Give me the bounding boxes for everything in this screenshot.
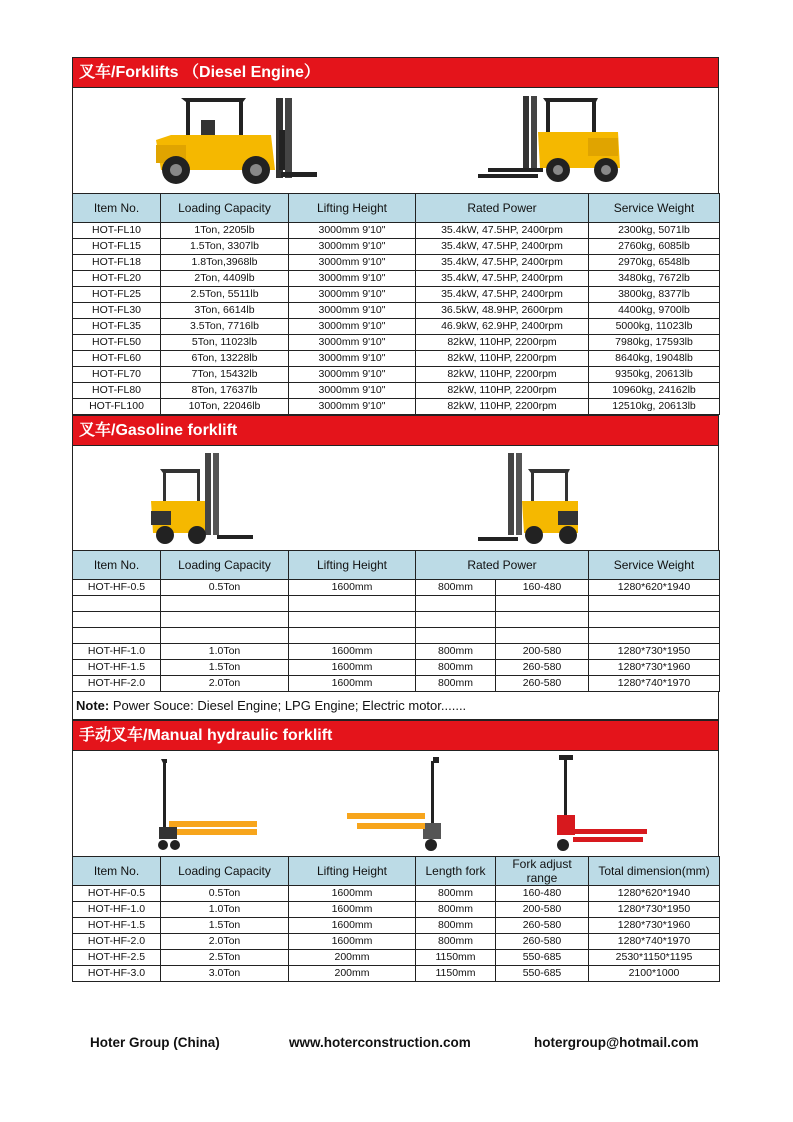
table-cell: 35.4kW, 47.5HP, 2400rpm — [416, 271, 589, 287]
table-cell: 12510kg, 20613lb — [589, 399, 720, 415]
manual-table-body — [73, 886, 720, 982]
table-cell — [73, 596, 161, 612]
diesel-photo-strip — [72, 87, 719, 193]
col-header-loading-capacity: Loading Capacity — [161, 857, 289, 886]
table-cell: 8Ton, 17637lb — [161, 383, 289, 399]
table-cell: 2100*1000 — [589, 966, 720, 982]
col-header-item-no: Item No. — [73, 194, 161, 223]
table-cell: 3.5Ton, 7716lb — [161, 319, 289, 335]
manual-pallet-truck-image-1 — [155, 753, 265, 855]
table-cell: 800mm — [416, 580, 496, 596]
manual-pallet-truck-image-2 — [343, 753, 453, 855]
table-cell: HOT-HF-2.5 — [73, 950, 161, 966]
table-cell: 2Ton, 4409lb — [161, 271, 289, 287]
table-cell — [496, 596, 589, 612]
table-row — [73, 644, 720, 660]
section-title-diesel: 叉车/Forklifts （Diesel Engine） — [72, 57, 719, 87]
table-row — [73, 399, 720, 415]
table-cell: HOT-FL80 — [73, 383, 161, 399]
table-cell: 1.5Ton — [161, 918, 289, 934]
diesel-spec-table — [72, 193, 720, 415]
table-cell: 35.4kW, 47.5HP, 2400rpm — [416, 223, 589, 239]
table-cell: 3000mm 9'10" — [289, 239, 416, 255]
table-cell: 200-580 — [496, 644, 589, 660]
table-cell — [73, 628, 161, 644]
col-header-rated-power: Rated Power — [416, 551, 589, 580]
table-cell: 1600mm — [289, 886, 416, 902]
col-header-service-weight: Service Weight — [589, 194, 720, 223]
col-header-rated-power: Rated Power — [416, 194, 589, 223]
table-cell: 550-685 — [496, 966, 589, 982]
table-cell: 1150mm — [416, 950, 496, 966]
table-cell: HOT-FL70 — [73, 367, 161, 383]
col-header-fork-adjust-range: Fork adjust range — [496, 857, 589, 886]
table-cell: 1280*740*1970 — [589, 676, 720, 692]
col-header-lifting-height: Lifting Height — [289, 551, 416, 580]
col-header-lifting-height: Lifting Height — [289, 194, 416, 223]
table-cell: 3000mm 9'10" — [289, 303, 416, 319]
table-cell: 800mm — [416, 676, 496, 692]
table-cell: HOT-FL10 — [73, 223, 161, 239]
table-cell: 160-480 — [496, 580, 589, 596]
table-cell: 1280*620*1940 — [589, 580, 720, 596]
diesel-header-row — [73, 194, 720, 223]
table-cell: 3000mm 9'10" — [289, 255, 416, 271]
table-cell: 3Ton, 6614lb — [161, 303, 289, 319]
table-cell: 5000kg, 11023lb — [589, 319, 720, 335]
table-cell: 2760kg, 6085lb — [589, 239, 720, 255]
note-label: Note: — [76, 698, 110, 713]
table-cell: 9350kg, 20613lb — [589, 367, 720, 383]
table-cell: HOT-FL15 — [73, 239, 161, 255]
table-cell: 3000mm 9'10" — [289, 399, 416, 415]
table-cell: 1600mm — [289, 580, 416, 596]
table-cell — [416, 612, 496, 628]
table-cell: HOT-FL60 — [73, 351, 161, 367]
table-cell: 5Ton, 11023lb — [161, 335, 289, 351]
table-cell — [496, 628, 589, 644]
table-cell: 0.5Ton — [161, 886, 289, 902]
table-cell: 200mm — [289, 950, 416, 966]
col-header-item-no: Item No. — [73, 857, 161, 886]
table-row — [73, 303, 720, 319]
table-cell: HOT-HF-0.5 — [73, 886, 161, 902]
table-cell — [589, 596, 720, 612]
table-cell — [73, 612, 161, 628]
table-row — [73, 580, 720, 596]
table-cell: 2.5Ton, 5511lb — [161, 287, 289, 303]
table-cell: 260-580 — [496, 934, 589, 950]
table-cell: HOT-FL100 — [73, 399, 161, 415]
table-cell: 1600mm — [289, 644, 416, 660]
table-cell: 4400kg, 9700lb — [589, 303, 720, 319]
table-row — [73, 966, 720, 982]
table-cell: 7980kg, 17593lb — [589, 335, 720, 351]
table-cell: 6Ton, 13228lb — [161, 351, 289, 367]
table-cell — [289, 612, 416, 628]
table-cell: HOT-FL35 — [73, 319, 161, 335]
footer-email[interactable]: hotergroup@hotmail.com — [534, 1035, 699, 1050]
table-row — [73, 255, 720, 271]
table-cell — [589, 628, 720, 644]
col-header-service-weight: Service Weight — [589, 551, 720, 580]
footer-website[interactable]: www.hoterconstruction.com — [289, 1035, 471, 1050]
manual-pallet-truck-image-3 — [543, 753, 653, 855]
table-cell: 1150mm — [416, 966, 496, 982]
price-sheet — [72, 57, 719, 982]
power-source-note — [72, 692, 719, 720]
table-row — [73, 367, 720, 383]
table-cell: 1280*620*1940 — [589, 886, 720, 902]
table-cell: HOT-FL30 — [73, 303, 161, 319]
table-cell: HOT-HF-2.0 — [73, 676, 161, 692]
table-row — [73, 271, 720, 287]
section-title-manual: 手动叉车/Manual hydraulic forklift — [72, 720, 719, 750]
table-cell: 3000mm 9'10" — [289, 271, 416, 287]
table-cell: 82kW, 110HP, 2200rpm — [416, 335, 589, 351]
table-cell — [161, 612, 289, 628]
table-cell — [496, 612, 589, 628]
table-cell: 800mm — [416, 644, 496, 660]
table-cell: HOT-FL20 — [73, 271, 161, 287]
table-row — [73, 886, 720, 902]
table-cell: HOT-HF-0.5 — [73, 580, 161, 596]
table-cell: 260-580 — [496, 918, 589, 934]
table-row — [73, 596, 720, 612]
table-cell: HOT-HF-1.0 — [73, 644, 161, 660]
table-cell: HOT-HF-1.5 — [73, 660, 161, 676]
gasoline-table-body — [73, 580, 720, 692]
table-cell: 1Ton, 2205lb — [161, 223, 289, 239]
gasoline-forklift-image-1 — [145, 449, 255, 547]
table-cell: 160-480 — [496, 886, 589, 902]
table-cell: 3000mm 9'10" — [289, 287, 416, 303]
table-row — [73, 383, 720, 399]
table-cell: 200-580 — [496, 902, 589, 918]
table-row — [73, 934, 720, 950]
table-cell: 260-580 — [496, 676, 589, 692]
diesel-table-body — [73, 223, 720, 415]
table-cell: 10960kg, 24162lb — [589, 383, 720, 399]
table-cell: 1.8Ton,3968lb — [161, 255, 289, 271]
table-cell: 1600mm — [289, 934, 416, 950]
table-row — [73, 351, 720, 367]
diesel-forklift-image-1 — [151, 90, 321, 190]
table-cell: 3000mm 9'10" — [289, 223, 416, 239]
table-cell: 3000mm 9'10" — [289, 319, 416, 335]
table-cell: 1.5Ton — [161, 660, 289, 676]
table-cell: 35.4kW, 47.5HP, 2400rpm — [416, 287, 589, 303]
table-cell: 1.0Ton — [161, 644, 289, 660]
table-row — [73, 612, 720, 628]
diesel-forklift-image-2 — [478, 90, 628, 190]
table-cell: 200mm — [289, 966, 416, 982]
table-row — [73, 660, 720, 676]
table-row — [73, 676, 720, 692]
table-cell: 82kW, 110HP, 2200rpm — [416, 367, 589, 383]
table-cell: 1.5Ton, 3307lb — [161, 239, 289, 255]
gasoline-forklift-image-2 — [478, 449, 588, 547]
table-cell: 2.0Ton — [161, 934, 289, 950]
table-row — [73, 287, 720, 303]
gasoline-spec-table — [72, 550, 720, 692]
table-cell: 82kW, 110HP, 2200rpm — [416, 351, 589, 367]
table-cell: 8640kg, 19048lb — [589, 351, 720, 367]
table-cell — [289, 596, 416, 612]
table-cell: 800mm — [416, 660, 496, 676]
table-cell: 2.0Ton — [161, 676, 289, 692]
table-cell: 2300kg, 5071lb — [589, 223, 720, 239]
table-cell: HOT-FL18 — [73, 255, 161, 271]
table-cell: 260-580 — [496, 660, 589, 676]
table-cell: 800mm — [416, 902, 496, 918]
section-title-gasoline: 叉车/Gasoline forklift — [72, 415, 719, 445]
table-cell: HOT-HF-3.0 — [73, 966, 161, 982]
table-row — [73, 223, 720, 239]
table-cell: 1600mm — [289, 902, 416, 918]
table-cell: 2.5Ton — [161, 950, 289, 966]
col-header-lifting-height: Lifting Height — [289, 857, 416, 886]
table-cell: 46.9kW, 62.9HP, 2400rpm — [416, 319, 589, 335]
table-cell: 1280*740*1970 — [589, 934, 720, 950]
col-header-length-fork: Length fork — [416, 857, 496, 886]
note-text: Power Souce: Diesel Engine; LPG Engine; Electric motor....... — [109, 698, 467, 713]
table-cell: 82kW, 110HP, 2200rpm — [416, 383, 589, 399]
manual-header-row — [73, 857, 720, 886]
table-cell — [161, 628, 289, 644]
table-cell: 7Ton, 15432lb — [161, 367, 289, 383]
table-row — [73, 918, 720, 934]
table-cell: 35.4kW, 47.5HP, 2400rpm — [416, 255, 589, 271]
table-cell: 3000mm 9'10" — [289, 335, 416, 351]
table-row — [73, 239, 720, 255]
table-cell: 2530*1150*1195 — [589, 950, 720, 966]
gasoline-photo-strip — [72, 445, 719, 550]
table-cell: 3800kg, 8377lb — [589, 287, 720, 303]
table-cell: 1600mm — [289, 676, 416, 692]
table-cell — [289, 628, 416, 644]
footer-company: Hoter Group (China) — [90, 1035, 220, 1050]
table-cell: 1280*730*1960 — [589, 660, 720, 676]
table-row — [73, 335, 720, 351]
table-cell: 1600mm — [289, 918, 416, 934]
table-cell: HOT-FL25 — [73, 287, 161, 303]
table-cell: 800mm — [416, 886, 496, 902]
gasoline-header-row — [73, 551, 720, 580]
table-cell: 3.0Ton — [161, 966, 289, 982]
table-cell: 3000mm 9'10" — [289, 351, 416, 367]
manual-spec-table — [72, 856, 720, 982]
page-footer — [0, 1035, 793, 1055]
table-row — [73, 950, 720, 966]
table-cell: 1280*730*1950 — [589, 902, 720, 918]
table-cell: 3000mm 9'10" — [289, 383, 416, 399]
table-cell: 3000mm 9'10" — [289, 367, 416, 383]
table-cell: 1.0Ton — [161, 902, 289, 918]
table-cell — [416, 628, 496, 644]
table-cell: 36.5kW, 48.9HP, 2600rpm — [416, 303, 589, 319]
col-header-total-dimension: Total dimension(mm) — [589, 857, 720, 886]
table-cell: HOT-HF-1.0 — [73, 902, 161, 918]
table-cell: 35.4kW, 47.5HP, 2400rpm — [416, 239, 589, 255]
table-cell: 0.5Ton — [161, 580, 289, 596]
col-header-loading-capacity: Loading Capacity — [161, 194, 289, 223]
col-header-item-no: Item No. — [73, 551, 161, 580]
table-cell — [416, 596, 496, 612]
table-row — [73, 902, 720, 918]
table-cell: 1600mm — [289, 660, 416, 676]
table-cell: 3480kg, 7672lb — [589, 271, 720, 287]
table-row — [73, 319, 720, 335]
table-cell: HOT-FL50 — [73, 335, 161, 351]
table-cell: 82kW, 110HP, 2200rpm — [416, 399, 589, 415]
table-cell — [589, 612, 720, 628]
col-header-loading-capacity: Loading Capacity — [161, 551, 289, 580]
manual-photo-strip — [72, 750, 719, 856]
table-cell: HOT-HF-2.0 — [73, 934, 161, 950]
table-cell: 10Ton, 22046lb — [161, 399, 289, 415]
table-row — [73, 628, 720, 644]
table-cell: 550-685 — [496, 950, 589, 966]
table-cell: 1280*730*1960 — [589, 918, 720, 934]
table-cell: HOT-HF-1.5 — [73, 918, 161, 934]
table-cell: 800mm — [416, 918, 496, 934]
table-cell — [161, 596, 289, 612]
table-cell: 800mm — [416, 934, 496, 950]
table-cell: 1280*730*1950 — [589, 644, 720, 660]
table-cell: 2970kg, 6548lb — [589, 255, 720, 271]
